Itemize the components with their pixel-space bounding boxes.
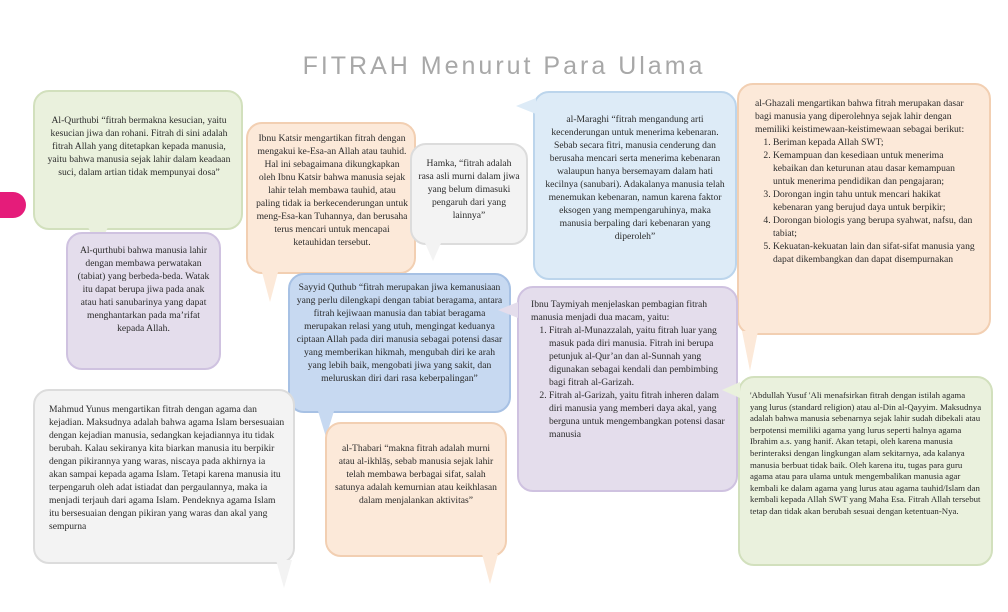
bubble-mahmud-yunus-text: Mahmud Yunus mengartikan fitrah dengan agama dan kejadian. Maksudnya adalah bahwa agama Islam bersesuaian dengan kejadian manusia, sedangkan kejadiannya itu tidak berubah. Kalau sekiranya kita biarkan manusia itu berpikir dengan pikirannya yang waras, niscaya pada akhirnya ia akan sampai kepada agama Islam. Tetapi karena manusia itu terpengaruh oleh adat istiadat dan pergaulannya, maka ia menjadi terjauh dari agama Islam. Pendeknya agama Islam itu bersesuaian dengan pikiran yang waras dan akal yang sempurna: [49, 404, 285, 532]
bubble-maraghi-tail: [516, 98, 536, 114]
bubble-hamka: [410, 143, 528, 245]
ghazali-list-item: 5. Kekuatan-kekuatan lain dan sifat-sifat manusia yang dapat dikembangkan dan dapat disempurnakan: [773, 240, 979, 266]
page-title: FITRAH Menurut Para Ulama: [302, 52, 706, 80]
bubble-mahmud-yunus: [33, 389, 295, 564]
bubble-quthub-text: Sayyid Quthub “fitrah merupakan jiwa kemanusiaan yang perlu dilengkapi dengan tabiat beragama, antara fitrah kejiwaan manusia dan tabiat beragama merupakan relasi yang utuh, mengingat keduanya ciptaan Allah pada diri manusia sebagai potensi dasar yang memberikan hikmah, mengubah diri ke arah yang lebih baik, mengobati jiwa yang sakit, dan meluruskan diri dari rasa keberpalingan”: [296, 282, 503, 384]
side-tab-marker: [0, 192, 26, 218]
bubble-qurthubi-2: [66, 232, 221, 370]
ghazali-list-item: 2. Kemampuan dan kesediaan untuk menerima kebaikan dan keturunan atau dasar kemampuan untuk menerima pendidikan dan pengajaran;: [773, 149, 979, 188]
bubble-taymiyah: [517, 286, 738, 492]
bubble-maraghi: [533, 91, 737, 280]
bubble-ghazali-intro: al-Ghazali mengartikan bahwa fitrah merupakan dasar bagi manusia yang diperolehnya sejak lahir dengan memiliki keistimewaan-keistimewaan sebagai berikut:: [755, 98, 965, 135]
taymiyah-list: [531, 324, 728, 441]
taymiyah-list-item: 2. Fitrah al-Garizah, yaitu fitrah inheren dalam diri manusia yang memberi daya akal, yang berguna untuk mengembangkan potensi dasar manusia: [549, 389, 728, 441]
bubble-quthub: [288, 273, 511, 413]
bubble-hamka-tail: [425, 243, 441, 261]
bubble-qurthubi-1-text: Al-Qurthubi “fitrah bermakna kesucian, yaitu kesucian jiwa dan rohani. Fitrah di sini adalah fitrah Allah yang ditetapkan kepada manusia, yaitu bahwa manusia sejak lahir dalam keadaan suci, dalam artian tidak mempunyai dosa”: [47, 115, 231, 178]
bubble-yusuf-ali-tail: [722, 382, 740, 398]
bubble-hamka-text: Hamka, “fitrah adalah rasa asli murni dalam jiwa yang belum dimasuki pengaruh dari yang lainnya”: [418, 158, 520, 221]
bubble-ghazali: [737, 83, 991, 335]
bubble-qurthubi-1: [33, 90, 243, 230]
bubble-taymiyah-intro: Ibnu Taymiyah menjelaskan pembagian fitrah manusia menjadi dua macam, yaitu:: [531, 299, 708, 323]
bubble-taymiyah-tail: [498, 302, 518, 318]
bubble-ibnu-katsir-tail: [262, 272, 278, 302]
bubble-mahmud-yunus-tail: [276, 560, 292, 588]
bubble-ghazali-tail: [742, 331, 758, 371]
bubble-maraghi-text: al-Maraghi “fitrah mengandung arti kecenderungan untuk menerima kebenaran. Sebab secara fitri, manusia cenderung dan berusaha mencari serta menerima kebenaran walaupun hanya bersemayam dalam hati kecilnya (sanubari). Adakalanya manusia telah menemukan kebenaran, namun karena faktor eksogen yang mempengaruhinya, maka manusia berpaling dari kebenaran yang diperoleh”: [545, 114, 725, 242]
bubble-yusuf-ali: [738, 376, 993, 566]
ghazali-list-item: 1. Beriman kepada Allah SWT;: [773, 136, 979, 149]
bubble-thabari: [325, 422, 507, 557]
ghazali-list-item: 4. Dorongan biologis yang berupa syahwat, nafsu, dan tabiat;: [773, 214, 979, 240]
bubble-yusuf-ali-text: 'Abdullah Yusuf 'Ali menafsirkan fitrah dengan istilah agama yang lurus (standard religion) atau al-Din al-Qayyim. Maksudnya adalah bahwa manusia sebenarnya sejak lahir sudah dibekali atau berpotensi memiliki agama yang lurus seperti halnya agama Ibrahim a.s. yang hanif. Akan tetapi, oleh karena manusia berinteraksi dengan lingkungan alam sekitarnya, ada kalanya manusia berbuat tidak baik. Oleh karena itu, tugas para guru agama atau para ulama untuk mengembalikan manusia agar kembali ke dalam agama yang lurus atau agama tauhid/Islam dan kembali kepada Allah SWT yang Maha Esa. Fitrah Allah tersebut tetap dan tidak akan berubah sesuai dengan ketentuan-Nya.: [750, 390, 982, 516]
ghazali-list-item: 3. Dorongan ingin tahu untuk mencari hakikat kebenaran yang berujud daya untuk berpikir;: [773, 188, 979, 214]
taymiyah-list-item: 1. Fitrah al-Munazzalah, yaitu fitrah luar yang masuk pada diri manusia. Fitrah ini berupa petunjuk al-Qur’an dan al-Sunnah yang digunakan sebagai kendali dan pembimbing bagi fitrah al-Garizah.: [549, 324, 728, 389]
ghazali-list: [755, 136, 979, 266]
bubble-qurthubi-2-text: Al-qurthubi bahwa manusia lahir dengan membawa perwatakan (tabiat) yang berbeda-beda. Watak itu dapat berupa jiwa pada anak atau hati sanubarinya yang dapat menghantarkan pada ma’rifat kepada Allah.: [77, 245, 210, 334]
bubble-thabari-tail: [482, 554, 498, 584]
bubble-ibnu-katsir-text: Ibnu Katsir mengartikan fitrah dengan mengakui ke-Esa-an Allah atau tauhid. Hal ini sebagaimana dikungkapkan oleh Ibnu Katsir bahwa manusia sejak lahir telah membawa tauhid, atau paling tidak ia berkecenderungan untuk meng-Esa-kan Tuhannya, dan berusaha terus mencari untuk mencapai ketauhidan tersebut.: [256, 133, 408, 248]
bubble-thabari-text: al-Thabari “makna fitrah adalah murni atau al-ikhlāṣ, sebab manusia sejak lahir telah membawa berbagai sifat, salah satunya adalah kemurnian atau keikhlasan dalam menjalankan aktivitas”: [335, 443, 497, 506]
bubble-ibnu-katsir: [246, 122, 416, 274]
